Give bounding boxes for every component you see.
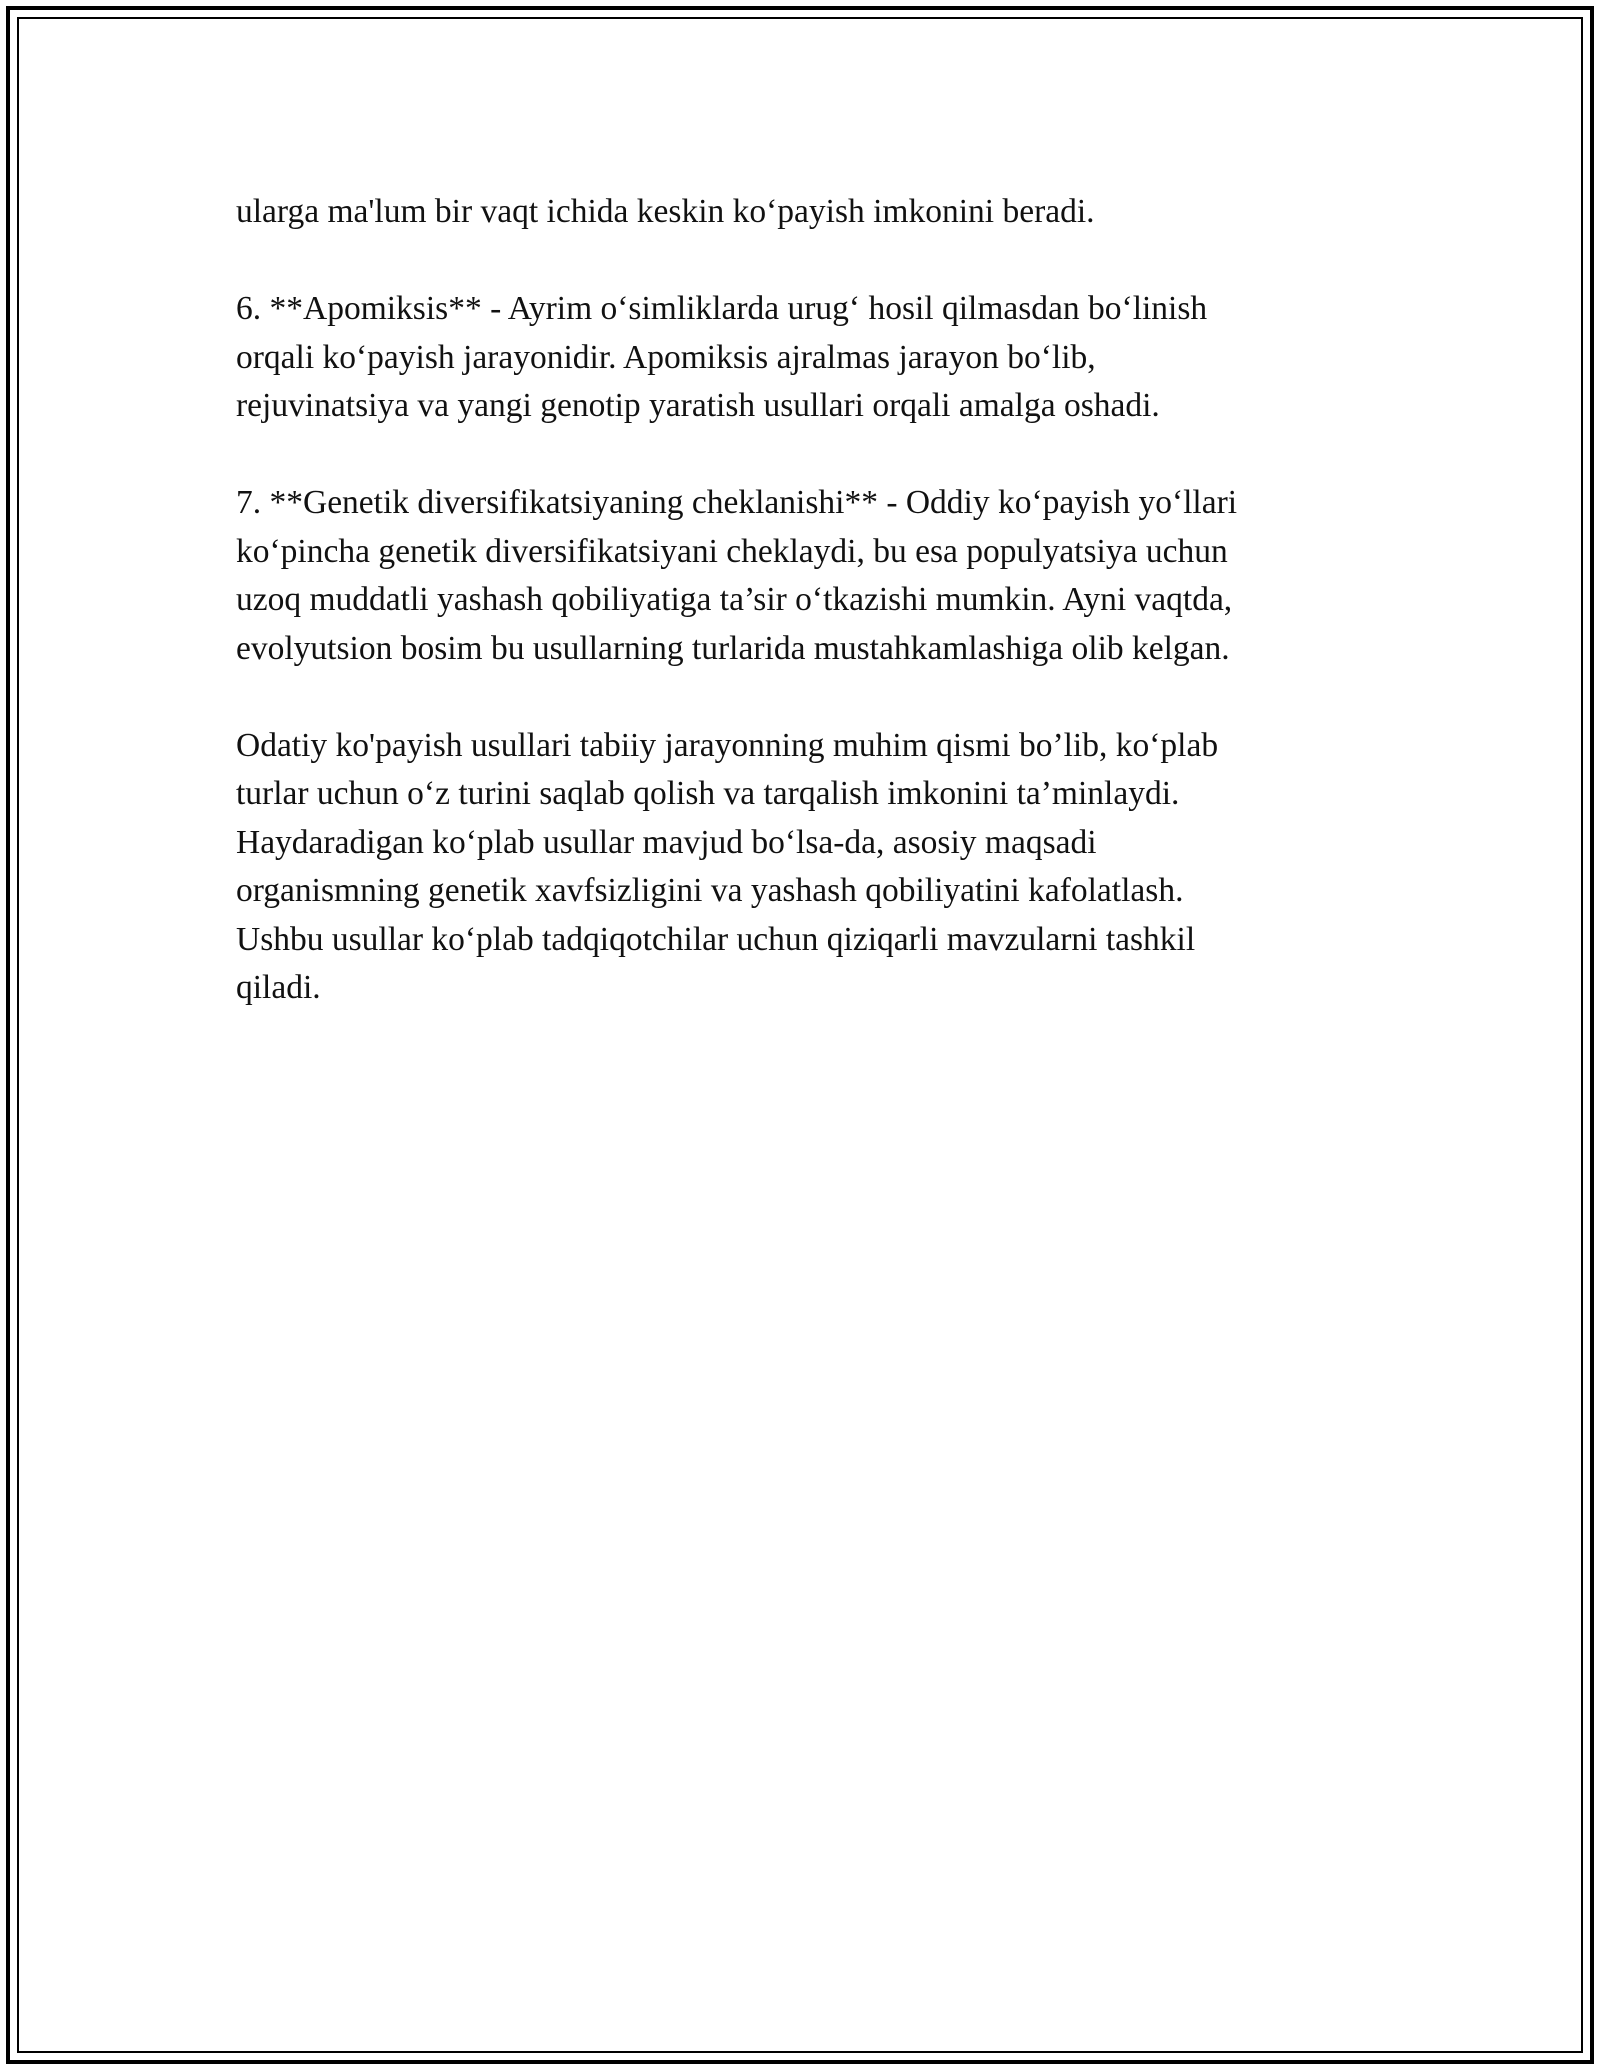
paragraph-apomiksis: 6. **Apomiksis** - Ayrim o‘simliklarda urug‘ hosil qilmasdan bo‘linish orqali ko‘payish jarayonidir. Apomiksis ajralmas jarayon bo‘lib, rejuvinatsiya va yangi genotip yaratish usullari orqali amalga oshadi. bbox=[236, 290, 1208, 424]
document-body bbox=[236, 188, 1366, 1061]
paragraph-continuation: ularga ma'lum bir vaqt ichida keskin ko‘payish imkonini beradi. bbox=[236, 193, 1095, 230]
paragraph-conclusion: Odatiy ko'payish usullari tabiiy jarayonning muhim qismi bo’lib, ko‘plab turlar uchun o‘z turini saqlab qolish va tarqalish imkonini ta’minlaydi. Haydaradigan ko‘plab usullar mavjud bo‘lsa-da, asosiy maqsadi organismning genetik xavfsizligini va yashash qobiliyatini kafolatlash. Ushbu usullar ko‘plab tadqiqotchilar uchun qiziqarli mavzularni tashkil qiladi. bbox=[236, 726, 1219, 1006]
paragraph-genetik-diversifikatsiya: 7. **Genetik diversifikatsiyaning cheklanishi** - Oddiy ko‘payish yo‘llari ko‘pincha genetik diversifikatsiyani cheklaydi, bu esa populyatsiya uchun uzoq muddatli yashash qobiliyatiga ta’sir o‘tkazishi mumkin. Ayni vaqtda, evolyutsion bosim bu usullarning turlarida mustahkamlashiga olib kelgan. bbox=[236, 484, 1238, 667]
